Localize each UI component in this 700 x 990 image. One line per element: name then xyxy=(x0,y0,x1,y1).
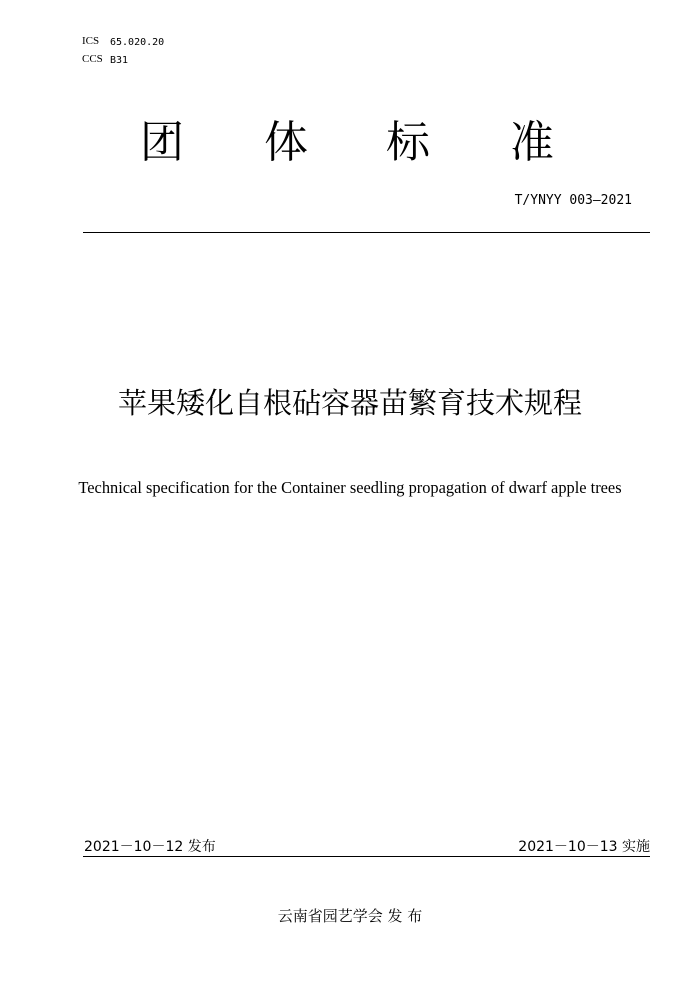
publisher: 云南省园艺学会 发 布 xyxy=(277,907,423,925)
ics-label: ICS xyxy=(82,35,100,47)
document-title-en: Technical specification for the Container seedling propagation of dwarf apple trees xyxy=(78,478,622,497)
header-divider xyxy=(83,232,650,233)
ccs-code: B31 xyxy=(110,55,129,66)
doc-type-char-4: 准 xyxy=(510,117,554,168)
ccs-label: CCS xyxy=(82,53,103,65)
doc-type-char-2: 体 xyxy=(264,117,308,168)
document-title-cn: 苹果矮化自根砧容器苗繁育技术规程 xyxy=(117,386,582,420)
release-date: 2021－10－12 发布 xyxy=(84,839,216,855)
doc-type-char-1: 团 xyxy=(140,117,184,168)
footer-divider xyxy=(83,856,650,857)
standard-number: T/YNYY 003—2021 xyxy=(514,193,632,208)
doc-type-char-3: 标 xyxy=(386,117,430,168)
ics-code: 65.020.20 xyxy=(110,37,165,48)
implement-date: 2021－10－13 实施 xyxy=(518,839,650,855)
